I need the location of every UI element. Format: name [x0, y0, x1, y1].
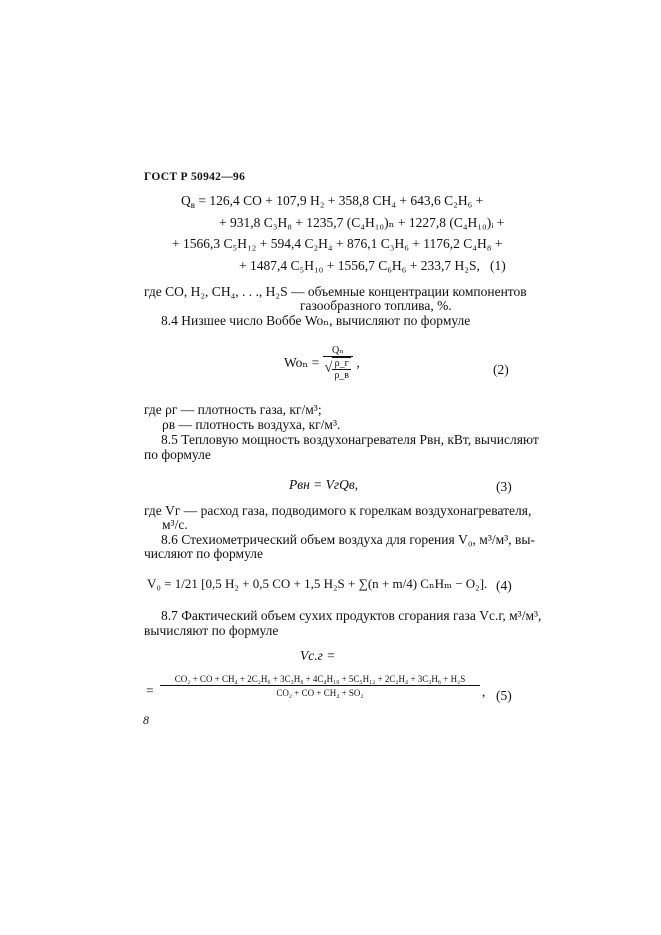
header-number: Р 50942—96 — [180, 171, 246, 183]
equation-3: Pвн = VгQв, — [289, 477, 359, 492]
equation-2-sqrt-den: ρ_в — [334, 370, 350, 381]
section-8-6-line-2: числяют по формуле — [144, 546, 263, 561]
where-1-line-2: газообразного топлива, %. — [300, 298, 452, 313]
where-2-line-2: ρв — плотность воздуха, кг/м³. — [162, 417, 341, 432]
equation-4-number: (4) — [496, 578, 512, 593]
equation-3-number: (3) — [496, 479, 512, 494]
equation-5-eq: = — [146, 683, 154, 698]
equation-2-number: (2) — [493, 362, 509, 377]
equation-5-number: (5) — [496, 688, 512, 703]
equation-2-tail: , — [356, 355, 360, 370]
equation-1-number: (1) — [490, 258, 506, 273]
equation-5-tail: , — [482, 684, 486, 699]
section-8-6-line-1: 8.6 Стехиометрический объем воздуха для горения V₀, м³/м³, вы- — [161, 532, 535, 547]
equation-1-line-2: + 931,8 C₃H₈ + 1235,7 (C₄H₁₀)ₙ + 1227,8 (C₄H₁₀)ᵢ + — [219, 215, 505, 230]
equation-2-lhs: Woₙ = — [284, 355, 320, 370]
section-8-4-text: 8.4 Низшее число Воббе Woₙ, вычисляют по формуле — [161, 313, 471, 328]
equation-5-denominator: CO₂ + CO + CH₄ + SO₂ — [276, 688, 364, 698]
equation-1-line-1 — [181, 193, 483, 209]
equation-1-line-1-text: = 126,4 CO + 107,9 H₂ + 358,8 CH₄ + 643,6 C₂H₆ + — [198, 193, 484, 208]
where-2-line-1: где ρг — плотность газа, кг/м³; — [144, 402, 322, 417]
equation-5-fraction — [160, 674, 480, 698]
page-number: 8 — [143, 713, 149, 727]
where-3-line-1: где Vг — расход газа, подводимого к горелкам воздухонагревателя, — [144, 503, 532, 518]
where-1-line-1: где CO, H₂, CH₄, . . ., H₂S — объемные концентрации компонентов — [144, 284, 527, 299]
equation-1-line-3: + 1566,3 C₅H₁₂ + 594,4 C₂H₄ + 876,1 C₃H₆ + 1176,2 C₄H₈ + — [172, 236, 503, 251]
page-header — [144, 171, 245, 183]
section-8-5-line-1: 8.5 Тепловую мощность воздухонагревателя Pвн, кВт, вычисляют — [161, 432, 539, 447]
equation-5-numerator: CO₂ + CO + CH₄ + 2C₂H₆ + 3C₃H₈ + 4C₄H₁₀ + 5C₅H₁₂ + 2C₂H₄ + 3C₃H₆ + H₂S — [160, 674, 480, 686]
equation-1-lhs: Q — [181, 193, 191, 208]
equation-2-fraction — [323, 345, 353, 381]
equation-2-sqrt-fraction — [332, 357, 351, 381]
equation-1-line-4: + 1487,4 C₅H₁₀ + 1556,7 C₆H₆ + 233,7 H₂S, — [239, 258, 480, 273]
where-3-line-2: м³/с. — [162, 517, 188, 532]
equation-2 — [284, 345, 360, 381]
section-8-7-line-2: вычисляют по формуле — [144, 623, 279, 638]
equation-2-denominator: √ $\frac{\rho\_г}{\rho\_в}$ — [324, 358, 350, 381]
equation-2-sqrt-num: ρ_г — [332, 358, 351, 370]
equation-2-numerator: Qₙ — [323, 345, 353, 357]
section-8-7-line-1: 8.7 Фактический объем сухих продуктов сгорания газа Vс.г, м³/м³, — [161, 608, 542, 623]
equation-1-lhs-sub: в — [190, 200, 195, 210]
equation-4: V₀ = 1/21 [0,5 H₂ + 0,5 CO + 1,5 H₂S + ∑(n + m/4) CₙHₘ − O₂]. — [147, 576, 488, 591]
header-standard: ГОСТ — [144, 171, 178, 183]
equation-5-lhs: Vс.г = — [300, 648, 336, 663]
section-8-5-line-2: по формуле — [144, 447, 211, 462]
